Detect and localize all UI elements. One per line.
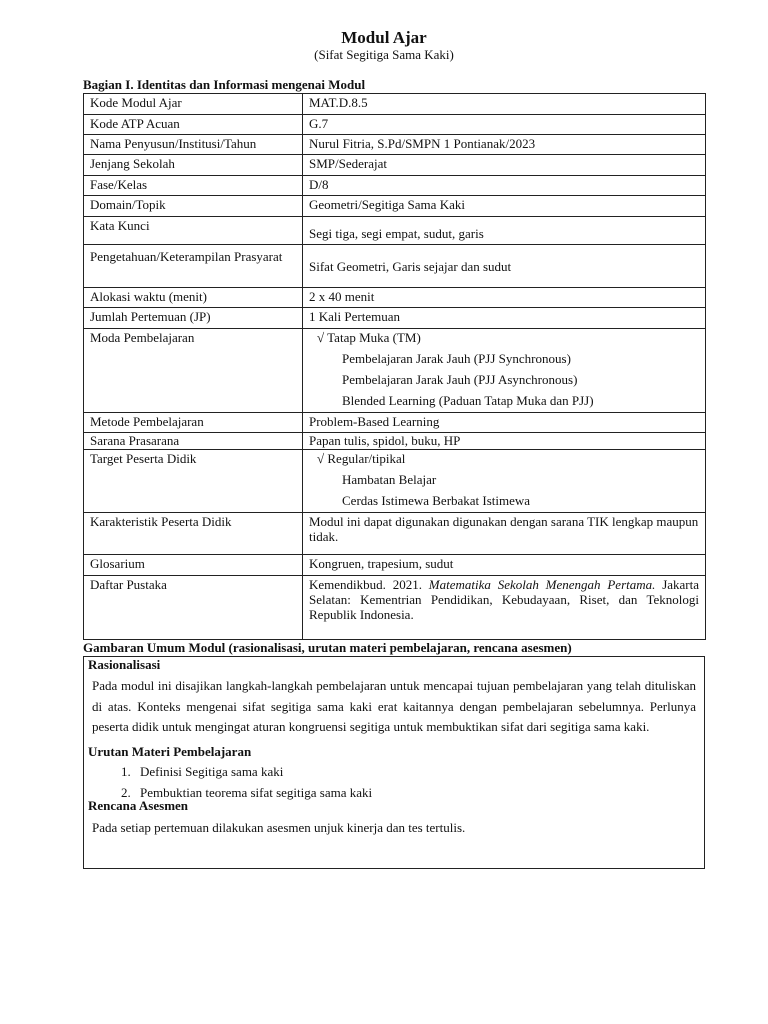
pustaka-book-title: Matematika Sekolah Menengah Pertama. — [428, 577, 656, 592]
table-row — [84, 135, 706, 155]
target-option-cibi: Cerdas Istimewa Berbakat Istimewa — [342, 493, 531, 508]
target-option-regular: √ Regular/tipikal — [317, 451, 406, 466]
row-value: Problem-Based Learning — [303, 413, 706, 433]
table-row — [84, 245, 706, 288]
row-value-moda — [303, 329, 706, 413]
list-item: 1. Definisi Segitiga sama kaki — [134, 761, 704, 782]
urutan-list — [84, 761, 704, 803]
row-key: Daftar Pustaka — [84, 576, 303, 640]
pustaka-publisher: Jakarta Selatan: Kementrian Pendidikan, Kebudayaan, Riset, dan Teknologi Republik Indonesia. — [309, 577, 700, 622]
row-value: SMP/Sederajat — [303, 155, 706, 176]
moda-option-pjj-async: Pembelajaran Jarak Jauh (PJJ Asynchronous) — [342, 372, 578, 387]
row-key: Metode Pembelajaran — [84, 413, 303, 433]
table-row — [84, 555, 706, 576]
row-value: D/8 — [303, 176, 706, 196]
table-row — [84, 155, 706, 176]
pustaka-author: Kemendikbud. 2021. — [309, 577, 429, 592]
module-info-table — [83, 93, 706, 640]
row-value: Nurul Fitria, S.Pd/SMPN 1 Pontianak/2023 — [303, 135, 706, 155]
row-key: Moda Pembelajaran — [84, 329, 303, 413]
row-key: Alokasi waktu (menit) — [84, 288, 303, 308]
table-row — [84, 94, 706, 115]
document-subtitle: (Sifat Segitiga Sama Kaki) — [314, 47, 454, 62]
section-heading-gambaran-umum: Gambaran Umum Modul (rasionalisasi, urutan materi pembelajaran, rencana asesmen) — [83, 640, 572, 655]
table-row — [84, 308, 706, 329]
row-value: Sifat Geometri, Garis sejajar dan sudut — [303, 245, 706, 288]
row-key: Kode ATP Acuan — [84, 115, 303, 135]
row-key: Jumlah Pertemuan (JP) — [84, 308, 303, 329]
rasionalisasi-heading: Rasionalisasi — [88, 657, 161, 672]
row-key: Jenjang Sekolah — [84, 155, 303, 176]
row-value: Geometri/Segitiga Sama Kaki — [303, 196, 706, 217]
overview-box — [83, 656, 705, 869]
table-row — [84, 217, 706, 245]
row-value-target — [303, 450, 706, 513]
table-row — [84, 450, 706, 513]
row-key: Pengetahuan/Keterampilan Prasyarat — [84, 245, 303, 288]
table-row — [84, 576, 706, 640]
urutan-heading: Urutan Materi Pembelajaran — [88, 743, 252, 759]
table-row — [84, 115, 706, 135]
row-key: Nama Penyusun/Institusi/Tahun — [84, 135, 303, 155]
row-value: Segi tiga, segi empat, sudut, garis — [303, 217, 706, 245]
moda-option-tm: √ Tatap Muka (TM) — [317, 330, 421, 345]
row-value: Papan tulis, spidol, buku, HP — [303, 433, 706, 450]
row-key: Domain/Topik — [84, 196, 303, 217]
moda-option-blended: Blended Learning (Paduan Tatap Muka dan PJJ) — [342, 393, 594, 408]
moda-option-pjj-sync: Pembelajaran Jarak Jauh (PJJ Synchronous) — [342, 351, 571, 366]
row-value-pustaka — [303, 576, 706, 640]
section-heading-identitas: Bagian I. Identitas dan Informasi mengenai Modul — [83, 77, 366, 92]
row-value: 2 x 40 menit — [303, 288, 706, 308]
row-key: Sarana Prasarana — [84, 433, 303, 450]
row-value: Kongruen, trapesium, sudut — [303, 555, 706, 576]
table-row — [84, 329, 706, 413]
row-key: Kode Modul Ajar — [84, 94, 303, 115]
row-value: G.7 — [303, 115, 706, 135]
table-row — [84, 176, 706, 196]
list-item: 2. Pembuktian teorema sifat segitiga sama kaki — [134, 782, 704, 803]
rasionalisasi-text: Pada modul ini disajikan langkah-langkah pembelajaran untuk mencapai tujuan pembelajaran yang telah dituliskan di atas. Konteks mengenai sifat segitiga sama kaki erat kaitannya dengan pembelajaran sebelumnya. Perlunya peserta didik untuk mengingat aturan kongruensi segitiga untuk membuktikan sifat dari segitiga sama kaki. — [92, 678, 696, 734]
row-key: Kata Kunci — [84, 217, 303, 245]
row-key: Glosarium — [84, 555, 303, 576]
table-row — [84, 413, 706, 433]
table-row — [84, 513, 706, 555]
table-row — [84, 196, 706, 217]
asesmen-heading: Rencana Asesmen — [88, 797, 189, 813]
asesmen-text: Pada setiap pertemuan dilakukan asesmen unjuk kinerja dan tes tertulis. — [92, 819, 466, 835]
document-title: Modul Ajar — [341, 28, 427, 47]
row-key: Fase/Kelas — [84, 176, 303, 196]
row-value: Modul ini dapat digunakan digunakan dengan sarana TIK lengkap maupun tidak. — [303, 513, 706, 555]
row-value: 1 Kali Pertemuan — [303, 308, 706, 329]
table-row — [84, 288, 706, 308]
row-key: Karakteristik Peserta Didik — [84, 513, 303, 555]
table-row — [84, 433, 706, 450]
row-value: MAT.D.8.5 — [303, 94, 706, 115]
row-key: Target Peserta Didik — [84, 450, 303, 513]
target-option-hambatan: Hambatan Belajar — [342, 472, 437, 487]
